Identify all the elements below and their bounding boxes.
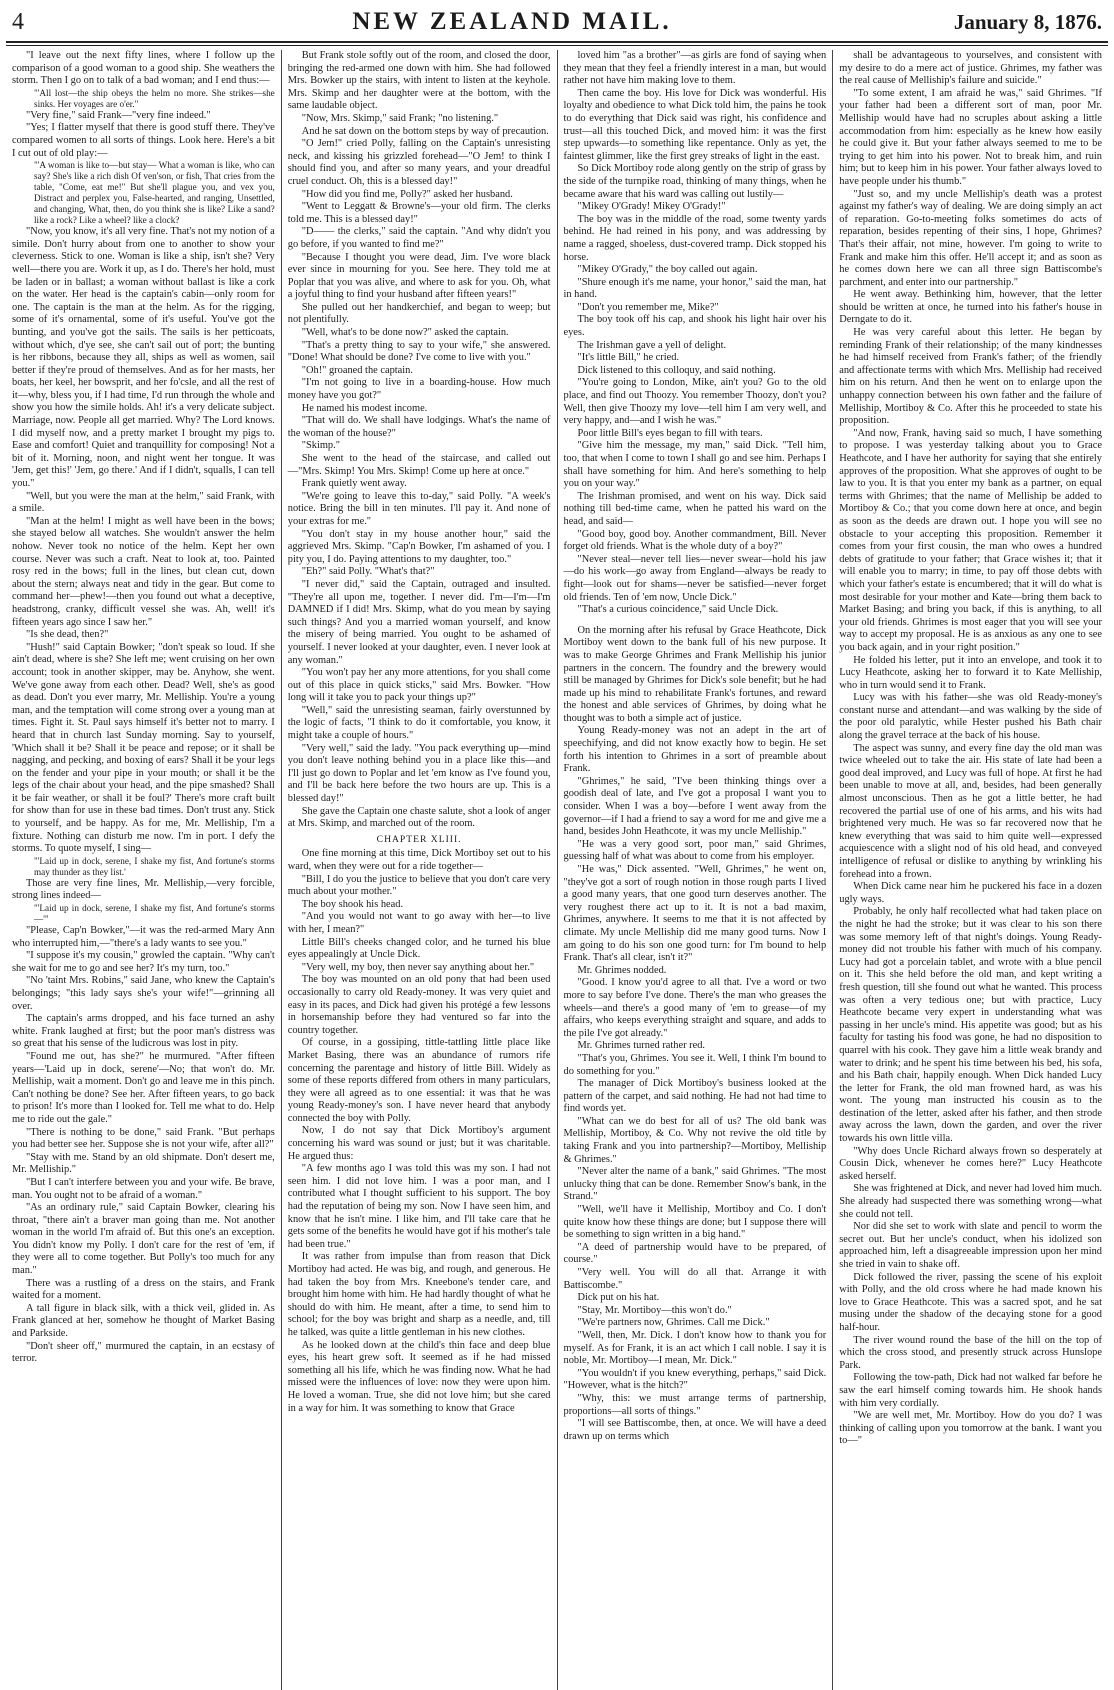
verse-quote: "'A woman is like to—but stay— What a woman is like, who can say? She's like a rich dish Of ven'son, or fish, That cries from the table, "Come, eat me!" But she'll plague you, and vex you, Distract and perplex you, False-hearted, and ranging, Unsettled, and changing, What, then, do you think she is like? Like a sand? like a rock? Like a wheel? like a clock? <box>34 160 275 226</box>
article-paragraph: "It's little Bill," he cried. <box>577 352 680 364</box>
article-paragraph: "No 'taint Mrs. Robins," said Jane, who knew the Captain's belongings; "this lady says she's your wife!"—grinning all over. <box>12 975 275 1012</box>
article-paragraph: The boy was mounted on an old pony that had been used occasionally to carry old Ready-money. It was very quiet and easy in its paces, and Dick had given his protégé a few lessons in horsemanship before they had ventured so far into the country together. <box>287 974 551 1036</box>
article-paragraph: "D—— the clerks," said the captain. "And why didn't you go before, if you wanted to find me?" <box>287 226 551 250</box>
article-paragraph: "I leave out the next fifty lines, where I follow up the comparison of a good woman to a good ship. She weathers the storm. Then I go on to talk of a bad woman; and I end thus:— <box>12 50 275 87</box>
article-columns <box>6 50 1108 1690</box>
article-paragraph: "Don't sheer off," murmured the captain, in an ecstasy of terror. <box>12 1340 275 1365</box>
article-paragraph: "How did you find me, Polly?" asked her husband. <box>301 188 513 200</box>
article-paragraph: He named his modest income. <box>301 402 428 414</box>
page-number: 4 <box>12 9 24 35</box>
article-paragraph: "Yes; I flatter myself that there is good stuff there. They've compared women to all sorts of things. Look here. Here's a bit I cut out of old play:— <box>12 122 275 159</box>
article-paragraph: Little Bill's cheeks changed color, and he turned his blue eyes appealingly at Uncle Dick. <box>287 936 551 961</box>
article-paragraph: "That's you, Ghrimes. You see it. Well, I think I'm bound to do something for you." <box>563 1052 827 1077</box>
article-paragraph: "Mikey O'Grady," the boy called out again. <box>577 264 758 276</box>
article-paragraph: "I will see Battiscombe, then, at once. We will have a deed drawn up on terms which <box>563 1418 827 1442</box>
newspaper-title: NEW ZEALAND MAIL. <box>352 8 672 35</box>
article-paragraph: "He was," Dick assented. "Well, Ghrimes," he went on, "they've got a sort of rough notion in those rough parts I lived a good many years, that one good turn deserves another. The very roughest there act up to it. It is not a bad maxim, Ghrimes, anywhere. It seems to me that it is not affected by climate. My uncle Melliship did me many good turns. Now I am going to do his son one good turn: for I'm bound to help Frank. That's all clear, isn't it?" <box>563 864 827 964</box>
article-paragraph: The Irishman promised, and went on his way. Dick said nothing till bed-time came, when he patted his ward on the head, and said— <box>563 490 827 527</box>
article-paragraph: "Well, then, Mr. Dick. I don't know how to thank you for myself. As for Frank, it is an act which I call noble. I say it is noble, Mr. Mortiboy—I mean, Mr. Dick." <box>563 1329 827 1367</box>
article-paragraph: "Now, you know, it's all very fine. That's not my notion of a simile. Don't hurry about from one to another to show your cleverness. Stick to one. Woman is like a ship, isn't she? Very well—there you are. Work it up, as I do. There's her hold, must be laden or in ballast; a woman without ballast is like a cork on the water. Her head is the captain's cabin—only room for one. The captain is the man at the helm. As for the rigging, some of it's ornamental, some of it's useful. You've got the bunting, and you've got the sails. The sails is her petticoats, without which, d'ye see, she can't sail out of port; the bunting is her ribbons, because they all, ships as well as women, sail better if they're proud of themselves. And as for her masts, her boats, her keel, her bowsprit, and her fo'csle, and all the rest of it—why, bless you, if I had time, I'd run through the whole and show you how the simile holds. Ah! it's a very delicate subject. Marriage, now. People all get married. Why? The Lord knows. I did myself now, and a pretty market I brought my pigs to. Ease and comfort! Quiet and tranquillity for composing! Not a bit of it. Morning, noon, and night went her tongue. It was 'Jem, get this!' 'Jem, go there.' And if I didn't, squalls, I can tell you." <box>12 226 275 490</box>
article-paragraph: "Why, this: we must arrange terms of partnership, proportions—all sorts of things." <box>563 1392 827 1417</box>
article-paragraph: "Mikey O'Grady! Mikey O'Grady!" <box>577 201 726 213</box>
article-paragraph: "We're partners now, Ghrimes. Call me Dick." <box>577 1317 770 1329</box>
article-paragraph: The boy took off his cap, and shook his light hair over his eyes. <box>563 314 827 339</box>
article-paragraph: Of course, in a gossiping, tittle-tattling little place like Market Basing, there was an abundance of rumors rife concerning the parentage and history of little Bill. Widely as some of these reports differed from others in many particulars, they were all agreed as to one essential: it was that he was young Ready-money's son. I have never heard that anybody connected the boy with Polly. <box>287 1037 551 1124</box>
article-paragraph: One fine morning at this time, Dick Mortiboy set out to his ward, when they were out for a ride together— <box>287 848 551 872</box>
article-paragraph: "Hush!" said Captain Bowker; "don't speak so loud. If she ain't dead, where is she? She left me; went cruising on her own account; took in another skipper, may be. Anyhow, she went. We've gone away from each other. Dead? Well, she's as good as dead. Don't you ever marry, Mr. Melliship. You're a young man, and the temptation will come strong over a young man at times. Fight it. St. Paul says himself it's better not to marry. I heard that in church last Sunday morning. Say to yourself, 'Which shall it be? Shall it be peace and repose; or it shall be nagging, and pecking, and boxing of ears? Shall it be your legs on the fender and your pipe in your mouth; or shall it be the legs of the chair about your head, and the pipe smashed? Shall it be fair weather, or shall it be foul?' There's more craft built for show than for use in these bad times. Don't trust any. Stick to yourself, and be happy. As for me, Mr. Melliship, I'm a fixture. Nothing can disturb me now. I'm in port. I defy the storms. To quote myself, I sing— <box>12 641 275 855</box>
article-paragraph: The boy shook his head. <box>301 898 404 910</box>
issue-date: January 8, 1876. <box>953 10 1102 34</box>
article-paragraph: "Just so, and my uncle Melliship's death was a protest against my father's way of dealing. We are doing simply an act of reparation. Go-to-meeting folks sometimes do acts of reparation, besides repenting of their sins, I hope, Ghrimes? That's their affair, not mine, however. I'm going to write to Frank and make him this offer. He'll accept it; and as soon as he comes down here we can all three sign Battiscombe's parchment, and enter into our partnership." <box>839 188 1102 288</box>
article-paragraph: "To some extent, I am afraid he was," said Ghrimes. "If your father had been a different sort of man, poor Mr. Melliship would have had no scruples about asking a little accommodation from him: especially as he knew how easily he could give it. But your father always seemed to me to be trying to get him into his power. Not to break him, and ruin him; but to keep him in his power. Your father always loved to have people under his thumb." <box>839 87 1102 187</box>
article-paragraph: "There is nothing to be done," said Frank. "But perhaps you had better see her. Suppose she is not your wife, after all?" <box>12 1126 275 1151</box>
article-paragraph: "You're going to London, Mike, ain't you? Go to the old place, and find out Thoozy. You remember Thoozy, don't you? Well, then give Thoozy my love—tell him I am very well, and very happy, and—and I wish he was." <box>563 377 827 427</box>
article-paragraph: "Because I thought you were dead, Jim. I've wore black ever since in mourning for you. See here. They told me at Poplar that you was alive, and where to ask for you. Oh, what a joyful thing to find your husband after fifteen years!" <box>287 251 551 301</box>
article-paragraph: "Now, Mrs. Skimp," said Frank; "no listening." <box>301 112 499 124</box>
article-paragraph: "Well, but you were the man at the helm," said Frank, with a smile. <box>12 490 275 515</box>
column-3 <box>557 50 833 1690</box>
article-paragraph: "A deed of partnership would have to be prepared, of course." <box>563 1241 827 1266</box>
article-paragraph: He went away. Bethinking him, however, that the letter should be written at once, he turned into his father's house in Derngate to do it. <box>839 289 1102 326</box>
article-paragraph: "Man at the helm! I might as well have been in the bows; she stayed below all watches. She wouldn't answer the helm nohow. Never took no notice of the helm. Kept her own course. Never was such a craft. Neat to look at, too. Painted rosy red in the bows; full in the lines, but clean cut, down about the stern; always neat and tidy in the gear. But come to command her—phew!—then you found out what a deceptive, headstrong, cranky, difficult vessel she was. Ah, well! it's fifteen years ago since I saw her." <box>12 515 275 628</box>
article-paragraph: And he sat down on the bottom steps by way of precaution. <box>301 125 549 137</box>
column-4 <box>832 50 1108 1690</box>
article-paragraph: "That will do. We shall have lodgings. What's the name of the woman of the house?" <box>287 415 551 439</box>
verse-quote: "'All lost—the ship obeys the helm no more. She strikes—she sinks. Her voyages are o'er." <box>34 87 275 109</box>
verse-quote: "'Laid up in dock, serene, I shake my fist, And fortune's storms—'" <box>34 903 275 925</box>
article-paragraph: "Bill, I do you the justice to believe that you don't care very much about your mother." <box>287 873 551 898</box>
article-paragraph: "Good boy, good boy. Another commandment, Bill. Never forget old friends. What is the whole duty of a boy?" <box>563 528 827 553</box>
article-paragraph: "Stay with me. Stand by an old shipmate. Don't desert me, Mr. Melliship." <box>12 1151 275 1176</box>
article-paragraph: The aspect was sunny, and every fine day the old man was twice wheeled out to take the air. His state of late had been a good deal improved, and Lucy was full of hope. At first he had been unable to move at all, and, besides, had been generally almost unconscious. Then as he got a little better, he had recovered the partial use of one of his arms, and his wits had brightened very much. He was so far recovered now that he knew everything that was said to him quite well—expressed acquiescence with a slight nod of his old head, and conveyed intelligence of refusal or dislike to anything by wrinkling his forehead into a frown. <box>839 742 1102 880</box>
article-paragraph: As he looked down at the child's thin face and deep blue eyes, his heart grew soft. It seemed as if he had missed something all his life, which he was finding now. What he had missed were the influences of love: now they were upon him. He loved a woman. True, she did not love him; but she cared in a way for him. It was something to know that Grace <box>287 1339 551 1414</box>
article-paragraph: Dick followed the river, passing the scene of his exploit with Polly, and the old cross where he had made known his love to Grace Heathcote. This was a sacred spot, and he sat musing under the shadow of the decaying stone for a good half-hour. <box>839 1271 1102 1333</box>
article-paragraph: "Why does Uncle Richard always frown so desperately at Cousin Dick, whenever he comes here?" Lucy Heathcote asked herself. <box>839 1145 1102 1182</box>
article-paragraph: "But I can't interfere between you and your wife. Be brave, man. You ought not to be afraid of a woman." <box>12 1176 275 1201</box>
article-paragraph: But Frank stole softly out of the room, and closed the door, bringing the red-armed one down with him. She had followed Mrs. Bowker up the stairs, with intent to listen at the keyhole. Mrs. Skimp and her daughter were at the bottom, with the same laudable object. <box>287 50 551 112</box>
article-paragraph: "Ghrimes," he said, "I've been thinking things over a goodish deal of late, and I've got a proposal I want you to consider. When I was a boy—before I went away from the governor—if I had a friend to say a word for me and give me a hand, besides John Heathcote, it was my uncle Melliship." <box>563 775 827 838</box>
article-paragraph: "Very fine," said Frank—"very fine indeed." <box>26 109 211 121</box>
article-paragraph: "And you would not want to go away with her—to live with her, I mean?" <box>287 911 551 935</box>
article-paragraph: "A few months ago I was told this was my son. I had not seen him. I did not love him. I was a poor man, and I contributed what I thought sufficient to his support. The boy had the reputation of being my son. Now I have seen him, and know that he isn't mine. I like him, and I'll take care that he gets some of the benefits he would have got if his mother's tale had been true." <box>287 1163 551 1250</box>
article-paragraph: On the morning after his refusal by Grace Heathcote, Dick Mortiboy went down to the bank full of his new purpose. It was to make George Ghrimes and Frank Melliship his junior partners in the concern. The foundry and the brewery would still be managed by Ghrimes for Dick's sole benefit; but he had made up his mind to rehabilitate Frank's fortunes, and reward the honest and able services of Ghrimes, by doing what he thought was to both a simple act of justice. <box>563 624 827 724</box>
article-paragraph: When Dick came near him he puckered his face in a dozen ugly ways. <box>839 881 1102 905</box>
article-paragraph: She was frightened at Dick, and never had loved him much. She already had suspected there was something wrong—what she could not tell. <box>839 1183 1102 1220</box>
article-paragraph: "Very well," said the lady. "You pack everything up—mind you don't leave nothing behind you in a place like this—and I'll just go down to Poplar and let 'em know as I've found you, and I'll be back here before the two hours are up. This is a blessed day!" <box>287 742 551 805</box>
article-paragraph: Dick listened to this colloquy, and said nothing. <box>577 364 776 376</box>
article-paragraph: "Is she dead, then?" <box>26 629 109 641</box>
article-paragraph: "Oh!" groaned the captain. <box>301 364 413 376</box>
article-paragraph: "Stay, Mr. Mortiboy—this won't do." <box>577 1304 732 1316</box>
article-paragraph: loved him "as a brother"—as girls are fond of saying when they mean that they feel a friendly interest in a man, but would rather not have him making love to them. <box>563 50 827 87</box>
column-2 <box>281 50 557 1690</box>
article-paragraph: "Well, we'll have it Melliship, Mortiboy and Co. I don't quite know how these things are done; but I suppose there will be something to sign written in a big hand." <box>563 1204 827 1241</box>
article-paragraph: So Dick Mortiboy rode along gently on the strip of grass by the side of the turnpike road, thinking of many things, when he became aware that his ward was calling out lustily— <box>563 163 827 200</box>
article-paragraph: shall be advantageous to yourselves, and consistent with my desire to do a mere act of justice. Ghrimes, my father was the real cause of Melliship's failure and suicide." <box>839 50 1102 87</box>
article-paragraph: "You wouldn't if you knew everything, perhaps," said Dick. "However, what is the hitch?" <box>563 1367 827 1392</box>
article-paragraph: Probably, he only half recollected what had taken place on the night he had the stroke; but it was clear to his son there was some memory left of that night's doings. Young Ready-money did not trouble his father with much of his company. Lucy had got a porcelain tablet, and wrote with a blue pencil on it. This she held before the old man, and kept writing a fresh question, till she found out what he wanted. This process was often a very tedious one; but with practice, Lucy Heathcote became very expert in understanding what was passing in her uncle's mind. His appetite was good; but as his faculty for tasting his food was gone, he had no disposition to quarrel with his cook. They gave him a little weak brandy and water to drink; and he spent his time between his bed, his sofa, and his Bath chair, happily enough. When Dick handed Lucy the letter for Frank, the old man frowned hard, as was his wont. The young man instructed his cousin as to the destination of the letter, asked after his father, and then strode away across the lawn, down the garden, and over the river towards his own little villa. <box>839 906 1102 1145</box>
article-paragraph: "He was a very good sort, poor man," said Ghrimes, guessing half of what was about to come from his employer. <box>563 838 827 863</box>
article-paragraph: "I'm not going to live in a boarding-house. How much money have you got?" <box>287 377 551 402</box>
masthead-rule <box>6 41 1108 43</box>
article-paragraph: The boy was in the middle of the road, some twenty yards behind. He had reined in his pony, and was addressing by name a ragged, shoeless, dust-covered tramp. Dick stopped his horse. <box>563 213 827 263</box>
article-paragraph: "We're going to leave this to-day," said Polly. "A week's notice. Bring the bill in ten minutes. I'll pay it. And none of your extras for me." <box>287 490 551 527</box>
article-paragraph: She went to the head of the staircase, and called out—"Mrs. Skimp! You Mrs. Skimp! Come up here at once." <box>287 453 551 477</box>
article-paragraph: "That's a curious coincidence," said Uncle Dick. <box>577 604 779 616</box>
article-paragraph: "Went to Leggatt & Browne's—your old firm. The clerks told me. This is a blessed day!" <box>287 201 551 225</box>
article-paragraph: "You won't pay her any more attentions, for you shall come out of this place in quick sticks," said Mrs. Bowker. "How long will it take you to pack your things up?" <box>287 667 551 704</box>
article-paragraph: There was a rustling of a dress on the stairs, and Frank waited for a moment. <box>12 1277 275 1302</box>
article-paragraph: "You don't stay in my house another hour," said the aggrieved Mrs. Skimp. "Cap'n Bowker, I'm ashamed of you. I pity you, I do. Paying attentions to my daughter, too." <box>287 528 551 565</box>
article-paragraph: "Give him the message, my man," said Dick. "Tell him, too, that when I come to town I shall go and see him. Perhaps I shall have something for him. And here's something to help you on your way." <box>563 440 827 490</box>
verse-quote: "'Laid up in dock, serene, I shake my fist, And fortune's storms may thunder as they list.' <box>34 855 275 877</box>
article-paragraph: "Good. I know you'd agree to all that. I've a word or two more to say before I've done. There's the man who greases the wheels—and there's a good many of 'em to grease—of my affairs, who keeps everything straight and square, and adds to the pile I've got already." <box>563 977 827 1039</box>
article-paragraph: "And now, Frank, having said so much, I have something to propose. I was yesterday talking about you to Grace Heathcote, and I have her authority for saying that she entirely approves of the proposition. What she approves of ought to be law to you. It is that you enter my bank as a partner, on equal terms with Ghrimes; that the name of Melliship be added to Mortiboy & Co.; that you come down here at once, and begin as soon as the deeds are drawn out. I hope you will see no obstacle to your accepting this proposition. Remember it comes from your first cousin, the man who owes a hundred debts of gratitude to your father; that Grace wishes it; that it will enable you to marry; in time, to pay off those debts with which your father's estate is encumbered; that it will do what is most desirable for your mother and Kate—bring them back to Market Basing; and bring you back, if this is anything, to all your old friends. Ghrimes is most eager that you will see your way to accept my proposal. He is as anxious as any one to see you back again, and in your right position." <box>839 427 1102 653</box>
masthead <box>6 6 1108 38</box>
article-paragraph: He folded his letter, put it into an envelope, and took it to Lucy Heathcote, asking her to forward it to Kate Melliship, who in turn would send it to Frank. <box>839 654 1102 691</box>
article-paragraph: "Never alter the name of a bank," said Ghrimes. "The most unlucky thing that can be done. Remember Snow's bank, in the Strand." <box>563 1166 827 1203</box>
article-paragraph: Now, I do not say that Dick Mortiboy's argument concerning his ward was sound or just; but it was charitable. He argued thus: <box>287 1125 551 1162</box>
article-paragraph: "That's a pretty thing to say to your wife," she answered. "Done! What should be done? I've come to live with you." <box>287 339 551 364</box>
article-paragraph: Mr. Ghrimes turned rather red. <box>577 1040 706 1052</box>
article-paragraph: The manager of Dick Mortiboy's business looked at the pattern of the carpet, and said nothing. He had not had time to find words yet. <box>563 1078 827 1115</box>
column-1 <box>6 50 281 1690</box>
article-paragraph: Mr. Ghrimes nodded. <box>577 964 667 976</box>
article-paragraph: "Well, what's to be done now?" asked the captain. <box>301 327 509 339</box>
article-paragraph: "Don't you remember me, Mike?" <box>577 301 719 313</box>
article-paragraph: The river wound round the base of the hill on the top of which the cross stood, and presently struck across Hunslope Park. <box>839 1334 1102 1371</box>
chapter-heading: CHAPTER XLIII. <box>376 833 462 845</box>
article-paragraph: "Well," said the unresisting seaman, fairly overstunned by the logic of facts, "I think to do it comfortable, you know, it might take a couple of hours." <box>287 704 551 742</box>
article-paragraph: "O Jem!" cried Polly, falling on the Captain's unresisting neck, and kissing his grizzled forehead—"O Jem! to think I should find you, and after so many years, and your dreadful cruel conduct. Oh, this is a blessed day!" <box>287 138 551 187</box>
article-paragraph: "Skimp." <box>301 440 340 452</box>
article-paragraph: "Never steal—never tell lies—never swear—hold his jaw—do his work—go away from England—always be ready to fight—look out for shams—never be satisfied—never forget old friends. Ten of 'em now, Uncle Dick." <box>563 553 827 603</box>
article-paragraph: "Please, Cap'n Bowker,"—it was the red-armed Mary Ann who interrupted him,—"there's a lady wants to see you." <box>12 925 275 949</box>
article-paragraph: Then came the boy. His love for Dick was wonderful. His loyalty and obedience to what Dick told him, the pains he took to do everything that Dick said was right, his confidence and trust—all this touched Dick, and moved him: it was the first step upwards—to something like repentance. Only as yet, the faintest glimmer, like the first grey streaks of light in the east. <box>563 87 827 162</box>
article-paragraph: Dick put on his hat. <box>577 1292 660 1304</box>
article-paragraph: Frank quietly went away. <box>301 478 407 490</box>
article-paragraph: Those are very fine lines, Mr. Melliship,—very forcible, strong lines indeed— <box>12 877 275 902</box>
article-paragraph: Following the tow-path, Dick had not walked far before he saw the earl himself coming towards him. He shook hands with him very cordially. <box>839 1372 1102 1409</box>
article-paragraph: Poor little Bill's eyes began to fill with tears. <box>577 427 763 439</box>
article-paragraph: He was very careful about this letter. He began by reminding Frank of their relationship; of the many kindnesses he had himself received from Frank's father; of the friendly and affectionate terms with which Mrs. Melliship had received him on his return. And then he went on to enlarge upon the unhappy connection between his own father and the failure of Melliship, Mortiboy & Co. After this he proceeded to state his proposition. <box>839 327 1102 427</box>
article-paragraph: Nor did she set to work with slate and pencil to worm the secret out. But her uncle's conduct, when his idolized son approached him, left a disagreeable impression upon her mind she tried in vain to shake off. <box>839 1221 1102 1270</box>
article-paragraph: She gave the Captain one chaste salute, shot a look of anger at Mrs. Skimp, and marched out of the room. <box>287 805 551 830</box>
article-paragraph: "What can we do best for all of us? The old bank was Melliship, Mortiboy, & Co. Why not revive the old title by taking Frank and you into partnership?—Mortiboy, Melliship & Ghrimes." <box>563 1115 827 1165</box>
article-paragraph: "Found me out, has she?" he murmured. "After fifteen years—'Laid up in dock, serene'—No; that won't do. Mr. Melliship, wait a moment. Don't go and leave me in this pinch. Can't nothing be done? See her. After fifteen years, to go back to prison! It's more than I looked for. Tell me what to do. Help me to ride out the gale." <box>12 1050 275 1125</box>
article-paragraph: "I never did," said the Captain, outraged and insulted. "They're all upon me, together. I never did. I'm—I'm—I'm DAMNED if I did! Mrs. Skimp, what do you mean by saying such things? And you a married woman yourself, and know the misery of being married. You ought to be ashamed of yourself. I never looked at your daughter, even. I never look at any woman." <box>287 578 551 666</box>
article-paragraph: The Irishman gave a yell of delight. <box>577 339 727 351</box>
article-paragraph: "Shure enough it's me name, your honor," said the man, hat in hand. <box>563 276 827 301</box>
article-paragraph: "Very well, my boy, then never say anything about her." <box>301 961 535 973</box>
article-paragraph: "Very well. You will do all that. Arrange it with Battiscombe." <box>563 1267 827 1291</box>
article-paragraph: Lucy was with his father—she was old Ready-money's constant nurse and attendant—and was walking by the side of the poor old paralytic, while Hester pushed his Bath chair along the gravel terrace at the back of his house. <box>839 692 1102 742</box>
article-paragraph: The captain's arms dropped, and his face turned an ashy white. Frank laughed at first; but the poor man's distress was so great that his sense of the ludicrous was lost in pity. <box>12 1013 275 1050</box>
masthead-rule-thin <box>6 45 1108 46</box>
article-paragraph: Young Ready-money was not an adept in the art of speechifying, and did not know exactly how to begin. He set forth his intention to Ghrimes in a sort of preamble about Frank. <box>563 725 827 775</box>
article-paragraph: "I suppose it's my cousin," growled the captain. "Why can't she wait for me to go and see her? It's my turn, too." <box>12 950 275 974</box>
article-paragraph: It was rather from impulse than from reason that Dick Mortiboy had acted. He was big, and rough, and generous. He had taken the boy from Mrs. Kneebone's tender care, and brought him home with him. He had hardly thought of what he should do with him. He meant, after a time, to send him to school; for the boy was bright and sharp as a needle, and, till he talked, was quite a little gentleman in his new clothes. <box>287 1251 551 1338</box>
article-paragraph: She pulled out her handkerchief, and began to weep; but not plentifully. <box>287 301 551 326</box>
article-paragraph: A tall figure in black silk, with a thick veil, glided in. As Frank glanced at her, somehow he thought of Market Basing and Parkside. <box>12 1302 275 1340</box>
article-paragraph: "As an ordinary rule," said Captain Bowker, clearing his throat, "there ain't a braver man going than me. Not another woman in the world I'm afraid of. But this one's an exception. You didn't know my Polly. I don't care for the rest of 'em, if they were all to come together. But Polly's too much for any man." <box>12 1202 275 1277</box>
article-paragraph: "We are well met, Mr. Mortiboy. How do you do? I was thinking of calling upon you tomorrow at the bank. I want you to—" <box>839 1410 1102 1447</box>
article-paragraph: "Eh?" said Polly. "What's that?" <box>301 566 435 578</box>
